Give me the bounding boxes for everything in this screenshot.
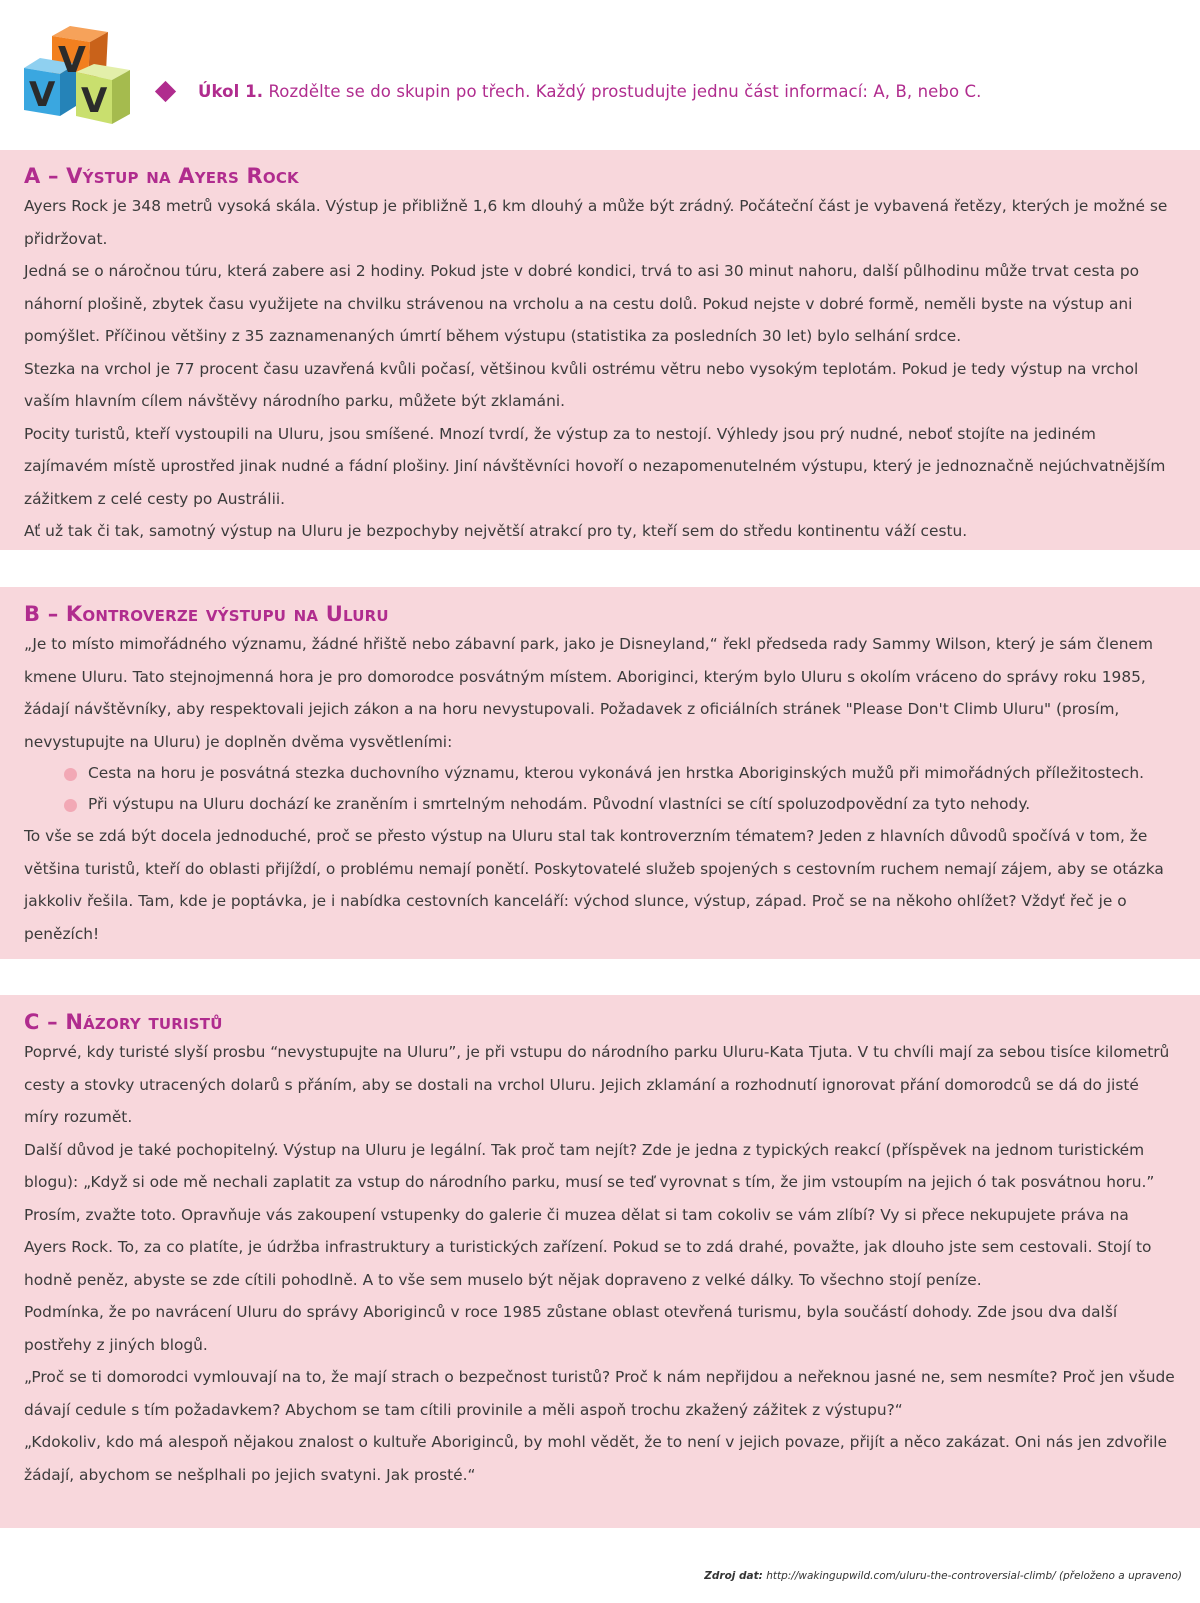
bullet-list (24, 758, 1176, 820)
paragraph: Podmínka, že po navrácení Uluru do správy Aboriginců v roce 1985 zůstane oblast otevřená turismu, byla součástí dohody. Zde jsou dva další postřehy z jiných blogů. (24, 1303, 1118, 1354)
bullet-dot-icon (64, 768, 77, 781)
paragraph: To vše se zdá být docela jednoduché, proč se přesto výstup na Uluru stal tak kontroverzním tématem? Jeden z hlavních důvodů spočívá v tom, že většina turistů, kteří do oblasti přijíždí, o problému nemají ponětí. Poskytovatelé služeb spojených s cestovním ruchem nemají zájem, aby se otázka jakkoliv řešila. Tam, kde je poptávka, je i nabídka cestovních kanceláří: východ slunce, výstup, západ. Proč se na někoho ohlížet? Vždyť řeč je o penězích! (24, 827, 1164, 943)
paragraph: Poprvé, kdy turisté slyší prosbu “nevystupujte na Uluru”, je při vstupu do národního parku Uluru-Kata Tjuta. V tu chvíli mají za sebou tisíce kilometrů cesty a stovky utracených dolarů s přáním, aby se dostali na vrchol Uluru. Jejich zklamání a rozhodnutí ignorovat přání domorodců se dá do jisté míry rozumět. (24, 1043, 1170, 1126)
section-c-body (24, 1036, 1176, 1491)
paragraph: „Je to místo mimořádného významu, žádné hřiště nebo zábavní park, jako je Disneyland,“ řekl předseda rady Sammy Wilson, který je sám členem kmene Uluru. Tato stejnojmenná hora je pro domorodce posvátným místem. Aboriginci, kterým bylo Uluru s okolím vráceno do správy roku 1985, žádají návštěvníky, aby respektovali jejich zákon a na horu nevystupovali. Požadavek z oficiálních stránek "Please Don't Climb Uluru" (prosím, nevystupujte na Uluru) je doplněn dvěma vysvětleními: (24, 635, 1153, 751)
page-header (0, 0, 1200, 150)
section-b (0, 587, 1200, 959)
source-citation (704, 1570, 1182, 1582)
paragraph: Ať už tak či tak, samotný výstup na Uluru je bezpochyby největší atrakcí pro ty, kteří sem do středu kontinentu váží cestu. (24, 522, 968, 540)
section-a-title: A – Výstup na Ayers Rock (24, 164, 299, 188)
paragraph: „Kdokoliv, kdo má alespoň nějakou znalost o kultuře Aboriginců, by mohl vědět, že to není v jejich povaze, přijít a něco zakázat. Oni nás jen zdvořile žádají, abychom se nešplhali po jejich svatyni. Jak prosté.“ (24, 1433, 1168, 1484)
paragraph: Stezka na vrchol je 77 procent času uzavřená kvůli počasí, většinou kvůli ostrému větru nebo vysokým teplotám. Pokud je tedy výstup na vrchol vaším hlavním cílem návštěvy národního parku, můžete být zklamáni. (24, 359, 1139, 410)
list-item (64, 758, 1176, 789)
paragraph: Pocity turistů, kteří vystoupili na Uluru, jsou smíšené. Mnozí tvrdí, že výstup za to nestojí. Výhledy jsou prý nudné, neboť stojíte na jediném zajímavém místě uprostřed jinak nudné a fádní plošiny. Jiní návštěvníci hovoří o nezapomenutelném výstupu, který je jednoznačně nejúchvatnějším zážitkem z celé cesty po Austrálii. (24, 424, 1166, 508)
task-label: Úkol 1. (198, 82, 264, 101)
paragraph: „Proč se ti domorodci vymlouvají na to, že mají strach o bezpečnost turistů? Proč k nám nepřijdou a neřeknou jasné ne, sem nesmíte? Proč jen všude dávají cedule s tím požadavkem? Abychom se tam cítili provinile a měli aspoň trochu zkažený zážitek z výstupu?“ (24, 1368, 1175, 1419)
list-item (64, 789, 1176, 820)
section-c-title: C – Názory turistů (24, 1010, 223, 1034)
vvv-blocks-logo (24, 24, 134, 128)
source-label: Zdroj dat: (704, 1570, 763, 1582)
logo-letter-left: V (29, 75, 56, 115)
task-instruction (198, 82, 981, 101)
paragraph: Jedná se o náročnou túru, která zabere asi 2 hodiny. Pokud jste v dobré kondici, trvá to asi 30 minut nahoru, další půlhodinu může trvat cesta po náhorní plošině, zbytek času využijete na chvilku strávenou na vrcholu a na cestu dolů. Pokud nejste v dobré formě, neměli byste na výstup ani pomýšlet. Příčinou většiny z 35 zaznamenaných úmrtí během výstupu (statistika za posledních 30 let) bylo selhání srdce. (24, 262, 1140, 345)
list-item-text: Cesta na horu je posvátná stezka duchovního významu, kterou vykonává jen hrstka Aboriginských mužů při mimořádných příležitostech. (88, 764, 1145, 782)
diamond-bullet-icon (155, 81, 176, 102)
section-c (0, 995, 1200, 1528)
section-a-body (24, 190, 1176, 548)
logo-letter-top: V (58, 40, 86, 81)
section-a (0, 150, 1200, 550)
logo-letter-right: V (81, 81, 108, 121)
source-text: http://wakingupwild.com/uluru-the-controversial-climb/ (přeloženo a upraveno) (762, 1570, 1182, 1582)
section-b-body (24, 628, 1176, 950)
section-b-title: B – Kontroverze výstupu na Uluru (24, 602, 389, 626)
task-text: Rozdělte se do skupin po třech. Každý prostudujte jednu část informací: A, B, nebo C. (263, 82, 982, 101)
paragraph: Další důvod je také pochopitelný. Výstup na Uluru je legální. Tak proč tam nejít? Zde je jedna z typických reakcí (příspěvek na jednom turistickém blogu): „Když si ode mě nechali zaplatit za vstup do národního parku, musí se teď vyrovnat s tím, že jim vstoupím na jejich ó tak posvátnou horu.” (24, 1140, 1155, 1191)
paragraph: Ayers Rock je 348 metrů vysoká skála. Výstup je přibližně 1,6 km dlouhý a může být zrádný. Počáteční část je vybavená řetězy, kterých je možné se přidržovat. (24, 197, 1168, 248)
paragraph: Prosím, zvažte toto. Opravňuje vás zakoupení vstupenky do galerie či muzea dělat si tam cokoliv se vám zlíbí? Vy si přece nekupujete práva na Ayers Rock. To, za co platíte, je údržba infrastruktury a turistických zařízení. Pokud se to zdá drahé, považte, jak dlouho jste sem cestovali. Stojí to hodně peněz, abyste se zde cítili pohodlně. A to vše sem muselo být nějak dopraveno z velké dálky. To všechno stojí peníze. (24, 1205, 1152, 1289)
bullet-dot-icon (64, 799, 77, 812)
list-item-text: Při výstupu na Uluru dochází ke zraněním i smrtelným nehodám. Původní vlastníci se cítí spoluzodpovědní za tyto nehody. (88, 795, 1031, 813)
